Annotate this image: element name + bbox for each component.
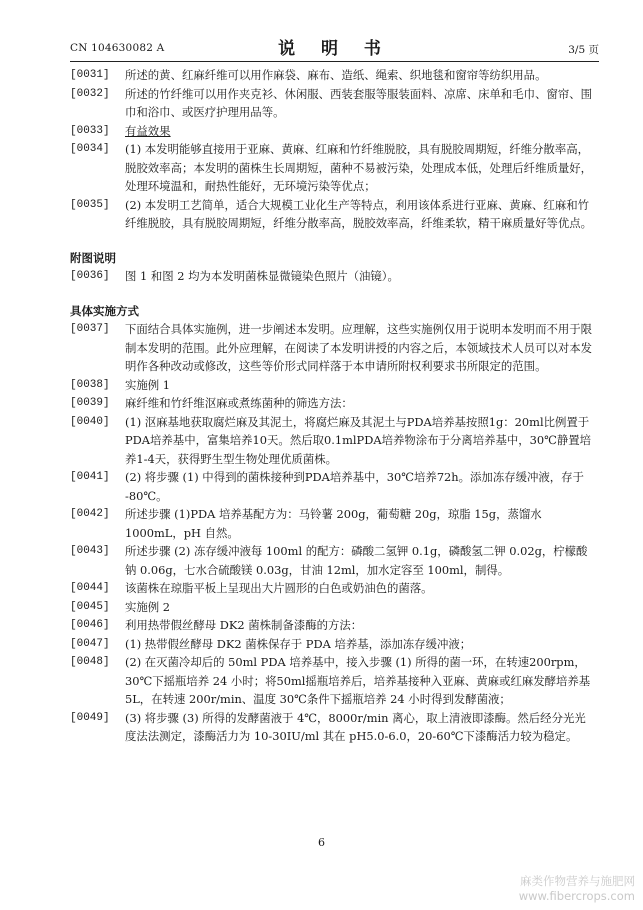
subheading-beneficial-effects: 有益效果 [125,123,171,138]
paragraph-text: 实施例 2 [125,599,171,614]
page-indicator: 3/5 页 [568,44,599,56]
paragraph-0035 [70,196,595,233]
paragraph-number: [0035] [70,198,110,211]
paragraph-0048 [70,653,595,709]
paragraph-number: [0045] [70,600,110,613]
paragraph-text: 所述步骤 (1)PDA 培养基配方为：马铃薯 200g，葡萄糖 20g，琼脂 15g，蒸馏水1000mL，pH 自然。 [125,507,542,540]
paragraph-number: [0049] [70,711,110,724]
section-gap [70,286,595,302]
document-body [70,66,595,746]
paragraph-0043 [70,542,595,579]
section-heading-embodiment: 具体实施方式 [70,303,139,318]
paragraph-text: (1) 本发明能够直接用于亚麻、黄麻、红麻和竹纤维脱胶，具有脱胶周期短，纤维分散率高，脱胶效率高；本发明的菌株生长周期短，菌种不易被污染，处理成本低，处理后纤维质量好，处理环境温和，耐热性能好，无环境污染等优点； [125,142,593,193]
page-number: 6 [318,836,325,849]
paragraph-text: (2) 本发明工艺简单，适合大规模工业化生产等特点，利用该体系进行亚麻、黄麻、红麻和竹纤维脱胶，具有脱胶周期短，纤维分散率高，脱胶效率高，纤维柔软，精干麻质量好等优点。 [125,197,593,230]
paragraph-number: [0042] [70,508,110,520]
paragraph-number: [0047] [70,637,110,650]
paragraph-0036 [70,267,595,286]
paragraph-number: [0041] [70,471,110,483]
paragraph-number: [0037] [70,323,110,335]
page-header [70,34,599,60]
paragraph-number: [0044] [70,582,110,594]
paragraph-number: [0043] [70,545,110,557]
paragraph-text: 所述的黄、红麻纤维可以用作麻袋、麻布、造纸、绳索、织地毯和窗帘等纺织用品。 [125,68,547,82]
section-gap [70,233,595,249]
paragraph-number: [0048] [70,656,110,668]
watermark-site-name: 麻类作物营养与施肥网 [520,874,635,888]
paragraph-number: [0034] [70,143,110,155]
watermark-url: www.fibercrops.com [518,889,635,903]
paragraph-number: [0040] [70,415,110,428]
header-rule [70,61,599,62]
paragraph-number: [0031] [70,69,110,81]
paragraph-text: 该菌株在琼脂平板上呈现出大片圆形的白色或奶油色的菌落。 [125,581,433,595]
paragraph-text: (2) 在灭菌冷却后的 50ml PDA 培养基中，接入步骤 (1) 所得的菌一环，在转速200rpm，30℃下摇瓶培养 24 小时；将50ml摇瓶培养后，培养基接种入亚麻、黄麻或红麻发酵培养基 5L，在转速 200r/min、温度 30℃条件下摇瓶培养 24 小时得到发酵菌液； [125,655,591,706]
patent-number: CN 104630082 A [70,42,165,54]
paragraph-0039 [70,394,595,413]
paragraph-0045 [70,598,595,617]
paragraph-0034 [70,140,595,196]
paragraph-0032 [70,85,595,122]
paragraph-text: (1) 热带假丝酵母 DK2 菌株保存于 PDA 培养基，添加冻存缓冲液； [125,636,472,651]
paragraph-text: (1) 沤麻基地获取腐烂麻及其泥土，将腐烂麻及其泥土与PDA培养基按照1g：20ml比例置于PDA培养基中，富集培养10天。然后取0.1mlPDA培养物涂布于分离培养基中，30℃静置培养1-4天，获得野生型生物处理优质菌株。 [125,414,592,466]
paragraph-text: 下面结合具体实施例，进一步阐述本发明。应理解，这些实施例仅用于说明本发明而不用于限制本发明的范围。此外应理解，在阅读了本发明讲授的内容之后，本领域技术人员可以对本发明作各种改动或修改，这些等价形式同样落于本申请所附权利要求书所限定的范围。 [125,322,593,373]
section-heading-figures: 附图说明 [70,250,116,265]
paragraph-0049 [70,709,595,746]
paragraph-text: (3) 将步骤 (3) 所得的发酵菌液于 4℃，8000r/min 离心，取上清液即漆酶。然后经分光光度法法测定，漆酶活力为 10-30IU/ml 其在 pH5.0-6.0，20-60℃下漆酶活力较为稳定。 [125,710,586,743]
paragraph-0038 [70,376,595,395]
paragraph-text: (2) 将步骤 (1) 中得到的菌株接种到PDA培养基中，30℃培养72h。添加冻存缓冲液，存于 -80℃。 [125,470,584,503]
paragraph-number: [0032] [70,87,110,100]
paragraph-text: 图 1 和图 2 均为本发明菌株显微镜染色照片（油镜）。 [125,269,399,283]
paragraph-text: 利用热带假丝酵母 DK2 菌株制备漆酶的方法： [125,618,363,632]
paragraph-text: 实施例 1 [125,377,171,392]
paragraph-0037 [70,320,595,376]
paragraph-0047 [70,635,595,654]
paragraph-text: 所述的竹纤维可以用作夹克衫、休闲服、西装套服等服装面料、凉席、床单和毛巾、窗帘、围巾和浴巾、或医疗护理用品等。 [125,86,593,119]
document-title: 说 明 书 [278,39,391,59]
site-watermark [519,874,635,904]
paragraph-number: [0033] [70,124,110,137]
paragraph-0033 [70,122,595,141]
paragraph-number: [0046] [70,619,110,631]
paragraph-0044 [70,579,595,598]
paragraph-number: [0036] [70,270,110,282]
paragraph-text: 麻纤维和竹纤维沤麻或煮练菌种的筛选方法： [125,396,353,410]
paragraph-text: 所述步骤 (2) 冻存缓冲液每 100ml 的配方：磷酸二氢钾 0.1g，磷酸氢二钾 0.02g，柠檬酸钠 0.06g，七水合硫酸镁 0.03g，甘油 12ml，加水定容至 100ml，制得。 [125,544,588,577]
paragraph-0040 [70,413,595,469]
paragraph-0041 [70,468,595,505]
paragraph-0046 [70,616,595,635]
paragraph-0031 [70,66,595,85]
paragraph-number: [0039] [70,397,110,409]
paragraph-number: [0038] [70,378,110,391]
paragraph-0042 [70,505,595,542]
